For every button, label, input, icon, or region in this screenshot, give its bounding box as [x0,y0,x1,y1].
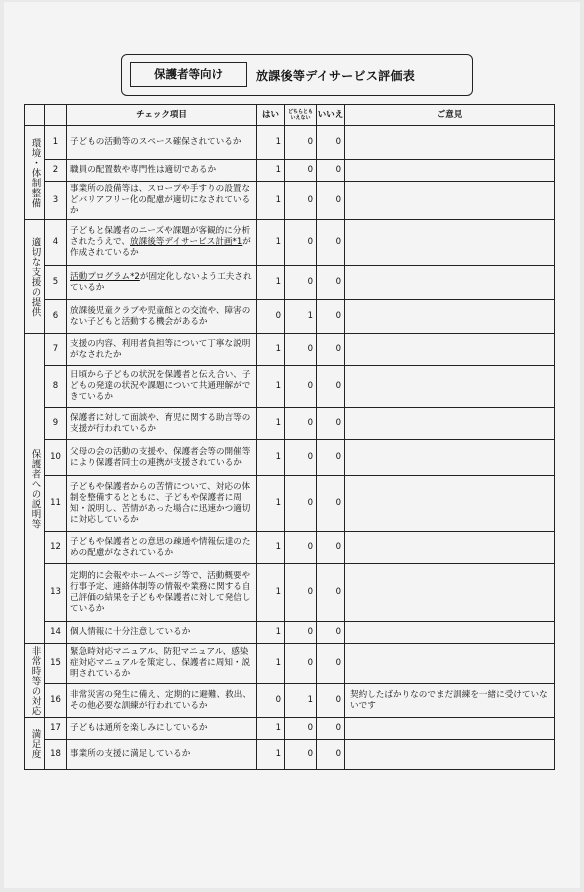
header-neither-label: どちらとも いえない [287,109,313,121]
item-text-underlined: 活動プログラム*2 [70,271,140,282]
no-count: 0 [317,266,345,300]
item-text: 子どもの活動等のスペース確保されているか [67,126,257,160]
item-text-underlined: 放課後等デイサービス計画*1 [130,237,243,247]
yes-count: 1 [257,644,285,684]
table-row [25,532,555,564]
comment-cell [345,334,555,366]
no-count: 0 [317,160,345,182]
neither-count: 0 [285,266,317,300]
comment-cell [345,564,555,622]
no-count: 0 [317,408,345,440]
header-item: チェック項目 [67,105,257,126]
neither-count: 0 [285,532,317,564]
item-text-part: 子どもと保護者のニーズや課題が客観的に分析されたうえで、 [70,226,251,247]
no-count: 0 [317,564,345,622]
comment-cell [345,160,555,182]
no-count: 0 [317,440,345,476]
yes-count: 1 [257,440,285,476]
title-box [121,54,473,96]
header-no: いいえ [317,105,345,126]
no-count: 0 [317,126,345,160]
item-text-part: が作成されているか [70,237,251,258]
yes-count: 1 [257,182,285,220]
item-text: 非常災害の発生に備え、定期的に避難、救出、その他必要な訓練が行われているか [67,684,257,718]
category-cell [25,126,45,220]
item-text: 子どもや保護者との意思の疎通や情報伝達のための配慮がなされているか [67,532,257,564]
category-cell [25,644,45,718]
item-number: 6 [45,300,67,334]
table-row [25,440,555,476]
yes-count: 1 [257,718,285,740]
table-row [25,564,555,622]
header-category [25,105,45,126]
item-text: 子どもは通所を楽しみにしているか [67,718,257,740]
comment-cell [345,622,555,644]
comment-cell [345,718,555,740]
item-number: 11 [45,476,67,532]
neither-count: 0 [285,334,317,366]
neither-count: 0 [285,440,317,476]
audience-label: 保護者等向け [130,62,247,87]
comment-cell [345,300,555,334]
item-text: 父母の会の活動の支援や、保護者会等の開催等により保護者同士の連携が支援されているか [67,440,257,476]
table-header-row [25,105,555,126]
category-cell [25,718,45,770]
neither-count: 0 [285,182,317,220]
table-row [25,300,555,334]
no-count: 0 [317,220,345,266]
item-number: 3 [45,182,67,220]
neither-count: 1 [285,300,317,334]
item-number: 5 [45,266,67,300]
item-number: 4 [45,220,67,266]
table-row [25,622,555,644]
item-text: 事業所の支援に満足しているか [67,740,257,770]
category-label: 適切な支援の提供 [29,236,41,317]
category-cell [25,220,45,334]
header-yes: はい [257,105,285,126]
category-cell [25,334,45,644]
no-count: 0 [317,334,345,366]
no-count: 0 [317,740,345,770]
item-text: 職員の配置数や専門性は適切であるか [67,160,257,182]
comment-cell [345,266,555,300]
item-number: 16 [45,684,67,718]
item-number: 15 [45,644,67,684]
table-row [25,160,555,182]
comment-cell [345,182,555,220]
table-row [25,718,555,740]
item-text: 保護者に対して面談や、育児に関する助言等の支援が行われているか [67,408,257,440]
yes-count: 1 [257,408,285,440]
comment-cell [345,220,555,266]
item-text: 事業所の設備等は、スロープや手すりの設置などバリアフリー化の配慮が適切になされているか [67,182,257,220]
item-number: 7 [45,334,67,366]
category-label: 環境・体制整備 [29,137,41,208]
item-number: 9 [45,408,67,440]
table-row [25,126,555,160]
table-row [25,684,555,718]
comment-cell [345,476,555,532]
item-text: 放課後児童クラブや児童館との交流や、障害のない子どもと活動する機会があるか [67,300,257,334]
comment-cell [345,740,555,770]
no-count: 0 [317,684,345,718]
table-row [25,740,555,770]
header-comment: ご意見 [345,105,555,126]
table-row [25,408,555,440]
item-text: 子どもや保護者からの苦情について、対応の体制を整備するとともに、子どもや保護者に周知・説明し、苦情があった場合に迅速かつ適切に対応しているか [67,476,257,532]
no-count: 0 [317,300,345,334]
item-number: 8 [45,366,67,408]
item-number: 12 [45,532,67,564]
no-count: 0 [317,476,345,532]
yes-count: 1 [257,266,285,300]
comment-cell [345,440,555,476]
table-row [25,334,555,366]
item-text [67,266,257,300]
yes-count: 1 [257,160,285,182]
item-number: 13 [45,564,67,622]
document-title: 放課後等デイサービス評価表 [256,69,416,83]
yes-count: 1 [257,366,285,408]
item-text: 個人情報に十分注意しているか [67,622,257,644]
neither-count: 0 [285,126,317,160]
item-number: 14 [45,622,67,644]
no-count: 0 [317,532,345,564]
table-row [25,644,555,684]
item-number: 2 [45,160,67,182]
table-row [25,366,555,408]
item-text [67,220,257,266]
header-neither [285,105,317,126]
neither-count: 0 [285,622,317,644]
comment-cell [345,366,555,408]
item-text: 定期的に会報やホームページ等で、活動概要や行事予定、連絡体制等の情報や業務に関する自己評価の結果を子どもや保護者に対して発信しているか [67,564,257,622]
yes-count: 1 [257,126,285,160]
category-label: 満足度 [29,728,41,759]
table-row [25,476,555,532]
neither-count: 1 [285,684,317,718]
comment-cell [345,532,555,564]
item-text: 支援の内容、利用者負担等について丁寧な説明がなされたか [67,334,257,366]
table-row [25,220,555,266]
item-number: 17 [45,718,67,740]
neither-count: 0 [285,564,317,622]
yes-count: 1 [257,334,285,366]
neither-count: 0 [285,476,317,532]
no-count: 0 [317,718,345,740]
category-label: 非常時等の対応 [29,645,41,716]
yes-count: 0 [257,684,285,718]
comment-cell [345,644,555,684]
neither-count: 0 [285,366,317,408]
no-count: 0 [317,182,345,220]
item-number: 18 [45,740,67,770]
yes-count: 1 [257,220,285,266]
no-count: 0 [317,644,345,684]
neither-count: 0 [285,740,317,770]
item-number: 1 [45,126,67,160]
table-body [25,126,555,770]
comment-cell [345,126,555,160]
comment-cell [345,408,555,440]
table-row [25,182,555,220]
no-count: 0 [317,622,345,644]
yes-count: 1 [257,740,285,770]
header-number [45,105,67,126]
comment-cell: 契約したばかりなのでまだ訓練を一緒に受けていないです [345,684,555,718]
yes-count: 1 [257,622,285,644]
yes-count: 0 [257,300,285,334]
neither-count: 0 [285,220,317,266]
table-row [25,266,555,300]
yes-count: 1 [257,476,285,532]
no-count: 0 [317,366,345,408]
item-number: 10 [45,440,67,476]
item-text: 日頃から子どもの状況を保護者と伝え合い、子どもの発達の状況や課題について共通理解ができているか [67,366,257,408]
neither-count: 0 [285,408,317,440]
neither-count: 0 [285,160,317,182]
yes-count: 1 [257,532,285,564]
yes-count: 1 [257,564,285,622]
evaluation-table [24,104,555,770]
neither-count: 0 [285,644,317,684]
item-text-part: が固定化しないよう工夫されているか [70,271,252,293]
item-text: 緊急時対応マニュアル、防犯マニュアル、感染症対応マニュアルを策定し、保護者に周知・説明されているか [67,644,257,684]
category-label: 保護者への説明等 [29,448,41,529]
neither-count: 0 [285,718,317,740]
